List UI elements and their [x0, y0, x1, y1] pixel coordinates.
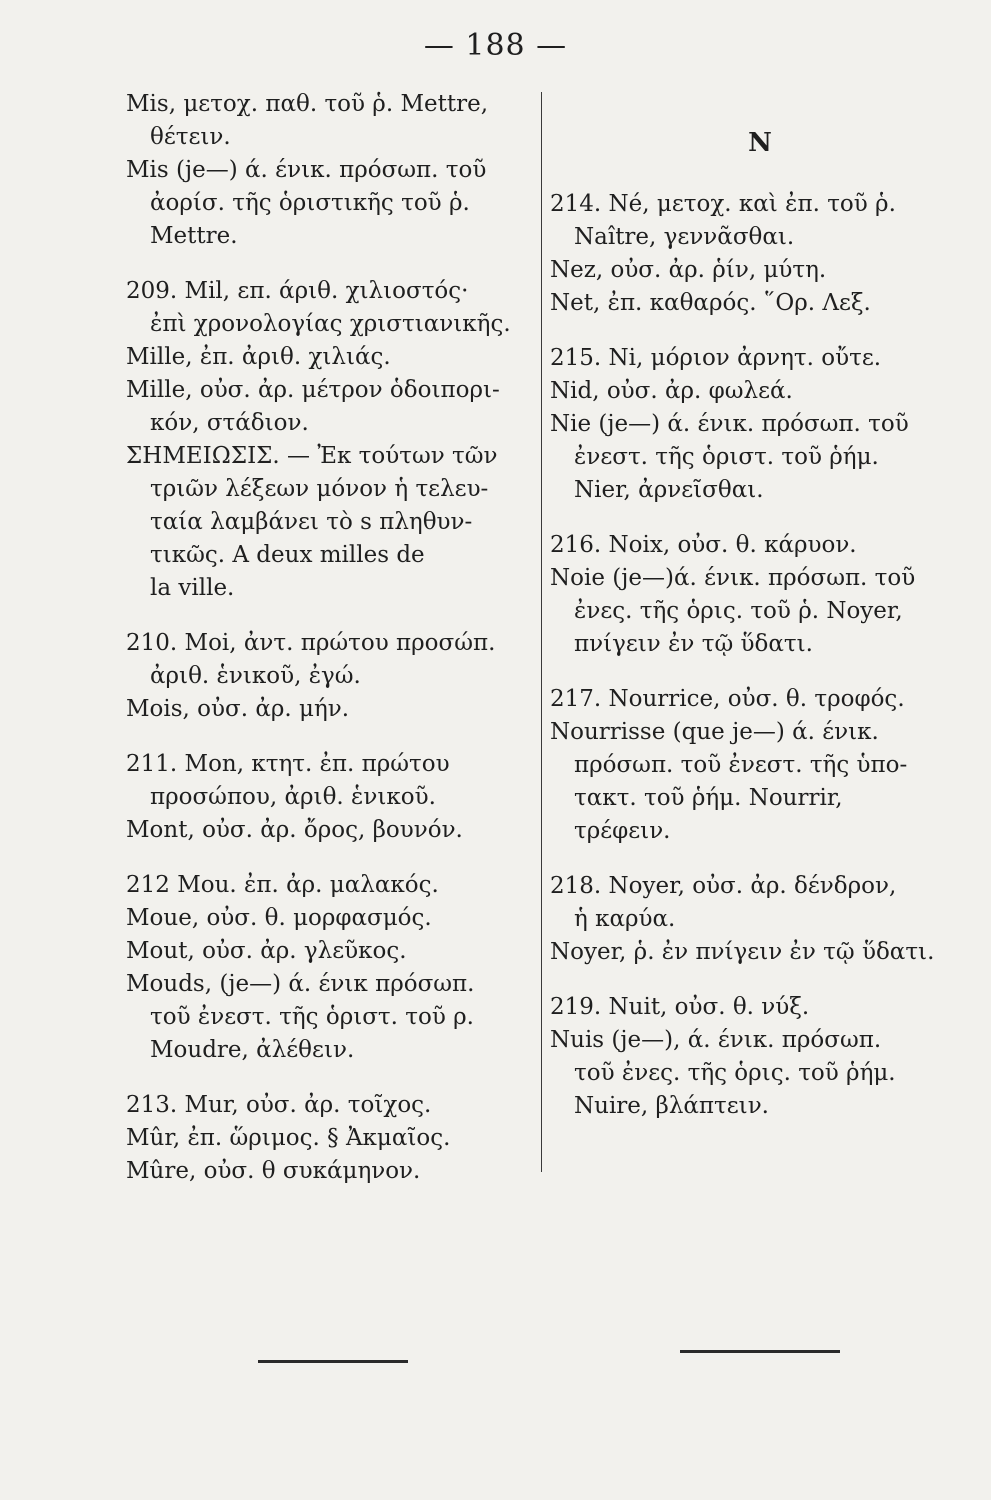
dictionary-entry [126, 275, 536, 341]
dictionary-entry [126, 869, 536, 902]
dictionary-entry [126, 693, 536, 726]
dictionary-entry [550, 254, 970, 287]
entry-gap [550, 507, 970, 529]
entry-line: 217. Nourrice, οὐσ. θ. τροφός. [550, 686, 905, 712]
entry-line: 214. Né, μετοχ. καὶ ἐπ. τοῦ ῥ. [550, 191, 896, 217]
column-divider [541, 92, 542, 1172]
dictionary-entry [550, 870, 970, 936]
entry-line: 211. Mon, κτητ. ἐπ. πρώτου [126, 751, 450, 777]
entry-line: 216. Noix, οὐσ. θ. κάρυον. [550, 532, 857, 558]
entry-line: ἐνες. τῆς ὁρις. τοῦ ῥ. Noyer, [574, 598, 903, 624]
dictionary-entry [550, 375, 970, 408]
dictionary-entry [550, 562, 970, 661]
entry-line: 215. Ni, μόριον ἀρνητ. οὔτε. [550, 345, 882, 371]
entry-gap [126, 726, 536, 748]
dictionary-entry [550, 991, 970, 1024]
dictionary-entry [550, 716, 970, 848]
bottom-rule-right [680, 1350, 840, 1353]
dictionary-entry [126, 374, 536, 440]
entry-line: Mouds, (je—) ά. ένικ πρόσωπ. [126, 971, 475, 997]
entry-line: τικῶς. A deux milles de [150, 542, 425, 568]
dictionary-entry [126, 814, 536, 847]
entry-line: Mis, μετοχ. παθ. τοῦ ῥ. Mettre, [126, 91, 489, 117]
entry-line: Noyer, ῥ. ἐν πνίγειν ἐν τῷ ὕδατι. [550, 939, 935, 965]
entry-line: 210. Moi, ἀντ. πρώτου προσώπ. [126, 630, 496, 656]
dictionary-entry [126, 902, 536, 935]
dictionary-entry [126, 935, 536, 968]
dictionary-entry [550, 287, 970, 320]
dictionary-entry [126, 440, 536, 605]
entry-line: Moudre, ἀλέθειν. [150, 1037, 355, 1063]
entry-gap [126, 1067, 536, 1089]
entry-line: τοῦ ἐνεστ. τῆς ὁριστ. τοῦ ρ. [150, 1004, 474, 1030]
dictionary-entry [126, 968, 536, 1067]
entry-gap [550, 661, 970, 683]
entry-line: ἐνεστ. τῆς ὁριστ. τοῦ ῥήμ. [574, 444, 879, 470]
entry-line: ἀριθ. ἑνικοῦ, ἐγώ. [150, 663, 361, 689]
entry-line: 213. Mur, οὐσ. ἀρ. τοῖχος. [126, 1092, 432, 1118]
entry-gap [126, 253, 536, 275]
entry-gap [550, 969, 970, 991]
dictionary-entry [550, 188, 970, 254]
entry-line: ΣΗΜΕΙΩΣΙΣ. — Ἐκ τούτων τῶν [126, 443, 498, 469]
entry-gap [126, 847, 536, 869]
dictionary-entry [126, 1155, 536, 1188]
entry-line: 209. Mil, επ. άριθ. χιλιοστός· [126, 278, 469, 304]
entry-line: Mois, οὐσ. ἀρ. μήν. [126, 696, 350, 722]
entry-line: Mettre. [150, 223, 238, 249]
entry-line: Nuire, βλάπτειν. [574, 1093, 769, 1119]
entry-line: κόν, στάδιον. [150, 410, 309, 436]
entry-line: Mûre, οὐσ. θ συκάμηνον. [126, 1158, 421, 1184]
entry-line: Moue, οὐσ. θ. μορφασμός. [126, 905, 432, 931]
entry-line: τρέφειν. [574, 818, 671, 844]
dictionary-entry [126, 627, 536, 693]
entry-gap [126, 605, 536, 627]
entry-line: la ville. [150, 575, 235, 601]
dictionary-entry [126, 1122, 536, 1155]
entry-line: 219. Nuit, οὐσ. θ. νύξ. [550, 994, 810, 1020]
dictionary-entry [126, 748, 536, 814]
dictionary-entry [550, 529, 970, 562]
entry-line: Naître, γεννᾶσθαι. [574, 224, 795, 250]
entry-line: Nez, οὐσ. ἀρ. ῥίν, μύτη. [550, 257, 827, 283]
dictionary-entry [550, 936, 970, 969]
entry-line: ἡ καρύα. [574, 906, 676, 932]
entry-line: τριῶν λέξεων μόνον ἡ τελευ- [150, 476, 489, 502]
page-number: — 188 — [423, 28, 568, 63]
entry-line: προσώπου, ἀριθ. ἑνικοῦ. [150, 784, 436, 810]
entry-line: θέτειν. [150, 124, 231, 150]
entry-line: Mont, οὐσ. ἀρ. ὄρος, βουνόν. [126, 817, 463, 843]
dictionary-entry [550, 1024, 970, 1123]
left-column [126, 88, 536, 1188]
entry-line: τοῦ ἐνες. τῆς ὁρις. τοῦ ῥήμ. [574, 1060, 896, 1086]
entry-line: Noie (je—)ά. ένικ. πρόσωπ. τοῦ [550, 565, 916, 591]
entry-line: Mûr, ἐπ. ὥριμος. § Ἀκμαῖος. [126, 1125, 451, 1151]
entry-line: Nourrisse (que je—) ά. ένικ. [550, 719, 879, 745]
entry-line: Nier, ἀρνεῖσθαι. [574, 477, 764, 503]
entry-gap [550, 320, 970, 342]
dictionary-entry [550, 683, 970, 716]
entry-line: ἐπὶ χρονολογίας χριστιανικῆς. [150, 311, 511, 337]
entry-line: Nie (je—) ά. ένικ. πρόσωπ. τοῦ [550, 411, 909, 437]
dictionary-entry [126, 88, 536, 154]
entry-line: ταία λαμβάνει τὸ s πληθυν- [150, 509, 473, 535]
dictionary-entry [126, 1089, 536, 1122]
dictionary-entry [126, 154, 536, 253]
dictionary-entry [550, 342, 970, 375]
entry-line: Mis (je—) ά. ένικ. πρόσωπ. τοῦ [126, 157, 487, 183]
right-column [550, 188, 970, 1123]
dictionary-entry [550, 408, 970, 507]
dictionary-entry [126, 341, 536, 374]
entry-line: ἀορίσ. τῆς ὁριστικῆς τοῦ ῥ. [150, 190, 470, 216]
entry-line: Nid, οὐσ. ἀρ. φωλεά. [550, 378, 793, 404]
entry-line: πρόσωπ. τοῦ ἐνεστ. τῆς ὑπο- [574, 752, 908, 778]
entry-line: Nuis (je—), ά. ένικ. πρόσωπ. [550, 1027, 882, 1053]
entry-line: Mout, οὐσ. ἀρ. γλεῦκος. [126, 938, 407, 964]
entry-line: 212 Mou. ἐπ. ἀρ. μαλακός. [126, 872, 439, 898]
section-letter: N [748, 128, 772, 158]
entry-line: Mille, ἐπ. ἀριθ. χιλιάς. [126, 344, 391, 370]
entry-line: Mille, οὐσ. ἀρ. μέτρον ὁδοιπορι- [126, 377, 500, 403]
entry-line: 218. Noyer, οὐσ. ἀρ. δένδρον, [550, 873, 897, 899]
entry-line: πνίγειν ἐν τῷ ὕδατι. [574, 631, 813, 657]
entry-line: Net, ἐπ. καθαρός. ῞Ορ. Λεξ. [550, 290, 871, 316]
bottom-rule-left [258, 1360, 408, 1363]
entry-gap [550, 848, 970, 870]
entry-line: τακτ. τοῦ ῥήμ. Nourrir, [574, 785, 843, 811]
